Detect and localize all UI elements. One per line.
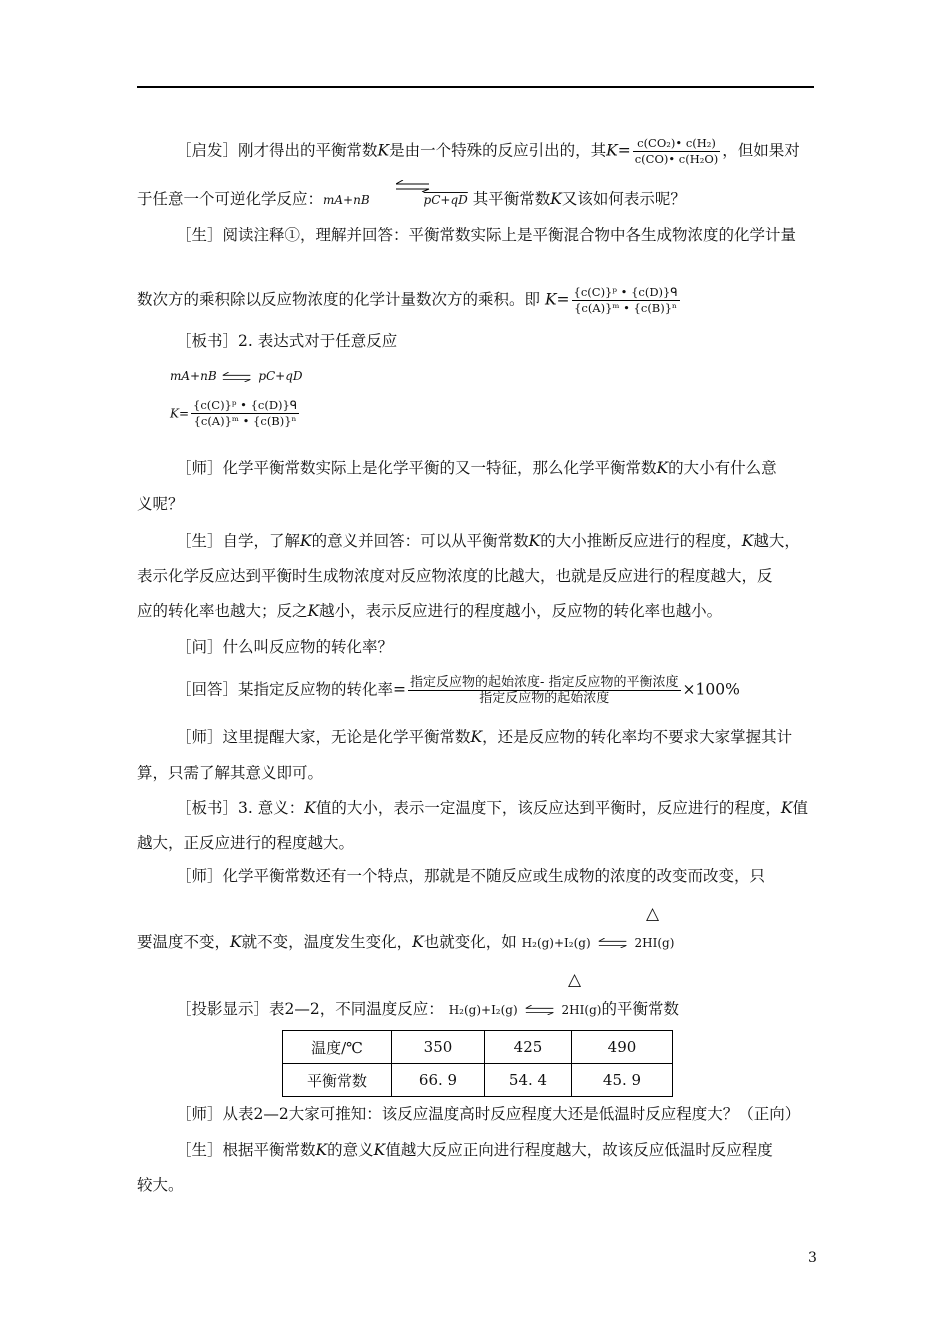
- table-cell: 350: [392, 1031, 485, 1064]
- paragraph-student-2-l3: 应的转化率也越大；反之K越小，表示反应进行的程度越小，反应物的转化率也越小。: [137, 602, 723, 620]
- header-rule: [137, 86, 814, 88]
- table-cell: 490: [572, 1031, 673, 1064]
- paragraph-student-2-l2: 表示化学反应达到平衡时生成物浓度对反应物浓度的比越大，也就是反应进行的程度越大，反: [137, 567, 773, 585]
- table-cell: 平衡常数: [283, 1064, 392, 1097]
- table-cell: 45. 9: [572, 1064, 673, 1097]
- k-fraction-co: $\frac{\text{c(CO₂)• c(H₂)}}{\text{c(CO)• c(H₂O)}}$: [634, 136, 719, 166]
- paragraph-hint-cont: 于任意一个可逆化学反应：mA+nB pC+qD 其平衡常数K又该如何表示呢？: [137, 190, 686, 208]
- paragraph-teacher-2: ［师］这里提醒大家，无论是化学平衡常数K，还是反应物的转化率均不要求大家掌握其计: [176, 728, 793, 746]
- paragraph-student-3-cont: 较大。: [137, 1176, 184, 1194]
- paragraph-answer: ［回答］某指定反应物的转化率= $\frac{\text{指定反应物的起始浓度- 指定反应物的平衡浓度}}{\text{指定反应物的起始浓度}}$ ×100%: [176, 675, 740, 706]
- k-board-fraction: $\frac{\text{\{c(C)\}ᵖ • \{c(D)\}ᑫ}}{\text{\{c(A)\}ᵐ • \{c(B)\}ⁿ}}$: [193, 398, 298, 428]
- general-reaction: mA+nB pC+qD: [170, 369, 303, 383]
- heat-delta-icon: △: [568, 970, 582, 990]
- k-expression-board: K= $\frac{\text{\{c(C)\}ᵖ • \{c(D)\}ᑫ}}{\text{\{c(A)\}ᵐ • \{c(B)\}ⁿ}}$: [170, 398, 298, 428]
- equilibrium-arrow-icon: [220, 372, 254, 382]
- paragraph-teacher-1-cont: 义呢？: [137, 495, 184, 513]
- paragraph-board-2: ［板书］2. 表达式对于任意反应: [176, 332, 398, 350]
- paragraph-projection: ［投影显示］表2—2，不同温度反应： H₂(g)+I₂(g) 2HI(g)的平衡常数: [176, 1000, 679, 1018]
- equilibrium-arrow-icon: [596, 938, 630, 948]
- paragraph-board-3: ［板书］3. 意义：K值的大小，表示一定温度下，该反应达到平衡时，反应进行的程度，K值: [176, 799, 808, 817]
- paragraph-board-3-cont: 越大，正反应进行的程度越大。: [137, 834, 355, 852]
- table-row: [283, 1064, 673, 1097]
- paragraph-student-2: ［生］自学，了解K的意义并回答：可以从平衡常数K的大小推断反应进行的程度，K越大，: [176, 532, 800, 550]
- equilibrium-arrow-icon: [396, 180, 430, 192]
- page-number: 3: [808, 1250, 817, 1266]
- table-cell: 425: [485, 1031, 572, 1064]
- conversion-rate-fraction: $\frac{\text{指定反应物的起始浓度- 指定反应物的平衡浓度}}{\text{指定反应物的起始浓度}}$: [410, 675, 679, 706]
- paragraph-student-3: ［生］根据平衡常数K的意义K值越大反应正向进行程度越大，故该反应低温时反应程度: [176, 1141, 773, 1159]
- paragraph-teacher-1: ［师］化学平衡常数实际上是化学平衡的又一特征，那么化学平衡常数K的大小有什么意: [176, 459, 777, 477]
- paragraph-teacher-3-cont: 要温度不变，K就不变，温度发生变化，K也就变化，如 H₂(g)+I₂(g) 2HI(g): [137, 933, 675, 951]
- table-cell: 66. 9: [392, 1064, 485, 1097]
- paragraph-student-1-cont: 数次方的乘积除以反应物浓度的化学计量数次方的乘积。即 K= $\frac{\text{\{c(C)\}ᵖ • \{c(D)\}ᑫ}}{\text{\{c(A)\}ᵐ • \{c(B)\}ⁿ}}$: [137, 285, 678, 315]
- table-cell: 54. 4: [485, 1064, 572, 1097]
- table-cell: 温度/℃: [283, 1031, 392, 1064]
- paragraph-teacher-4: ［师］从表2—2大家可推知：该反应温度高时反应程度大还是低温时反应程度大？（正向）: [176, 1105, 801, 1123]
- paragraph-hint: ［启发］刚才得出的平衡常数K是由一个特殊的反应引出的，其K= $\frac{\text{c(CO₂)• c(H₂)}}{\text{c(CO)• c(H₂O)}}$ ，但如果对: [176, 136, 800, 166]
- paragraph-student-1: ［生］阅读注释①，理解并回答：平衡常数实际上是平衡混合物中各生成物浓度的化学计量: [176, 226, 797, 244]
- heat-delta-icon: △: [646, 904, 660, 924]
- paragraph-teacher-2-cont: 算，只需了解其意义即可。: [137, 764, 324, 782]
- equilibrium-constant-table: [282, 1030, 673, 1097]
- equilibrium-arrow-icon: [523, 1005, 557, 1015]
- k-general-fraction: $\frac{\text{\{c(C)\}ᵖ • \{c(D)\}ᑫ}}{\text{\{c(A)\}ᵐ • \{c(B)\}ⁿ}}$: [573, 285, 678, 315]
- paragraph-teacher-3: ［师］化学平衡常数还有一个特点，那就是不随反应或生成物的浓度的改变而改变，只: [176, 867, 766, 885]
- paragraph-question: ［问］什么叫反应物的转化率？: [176, 638, 394, 656]
- table-row: [283, 1031, 673, 1064]
